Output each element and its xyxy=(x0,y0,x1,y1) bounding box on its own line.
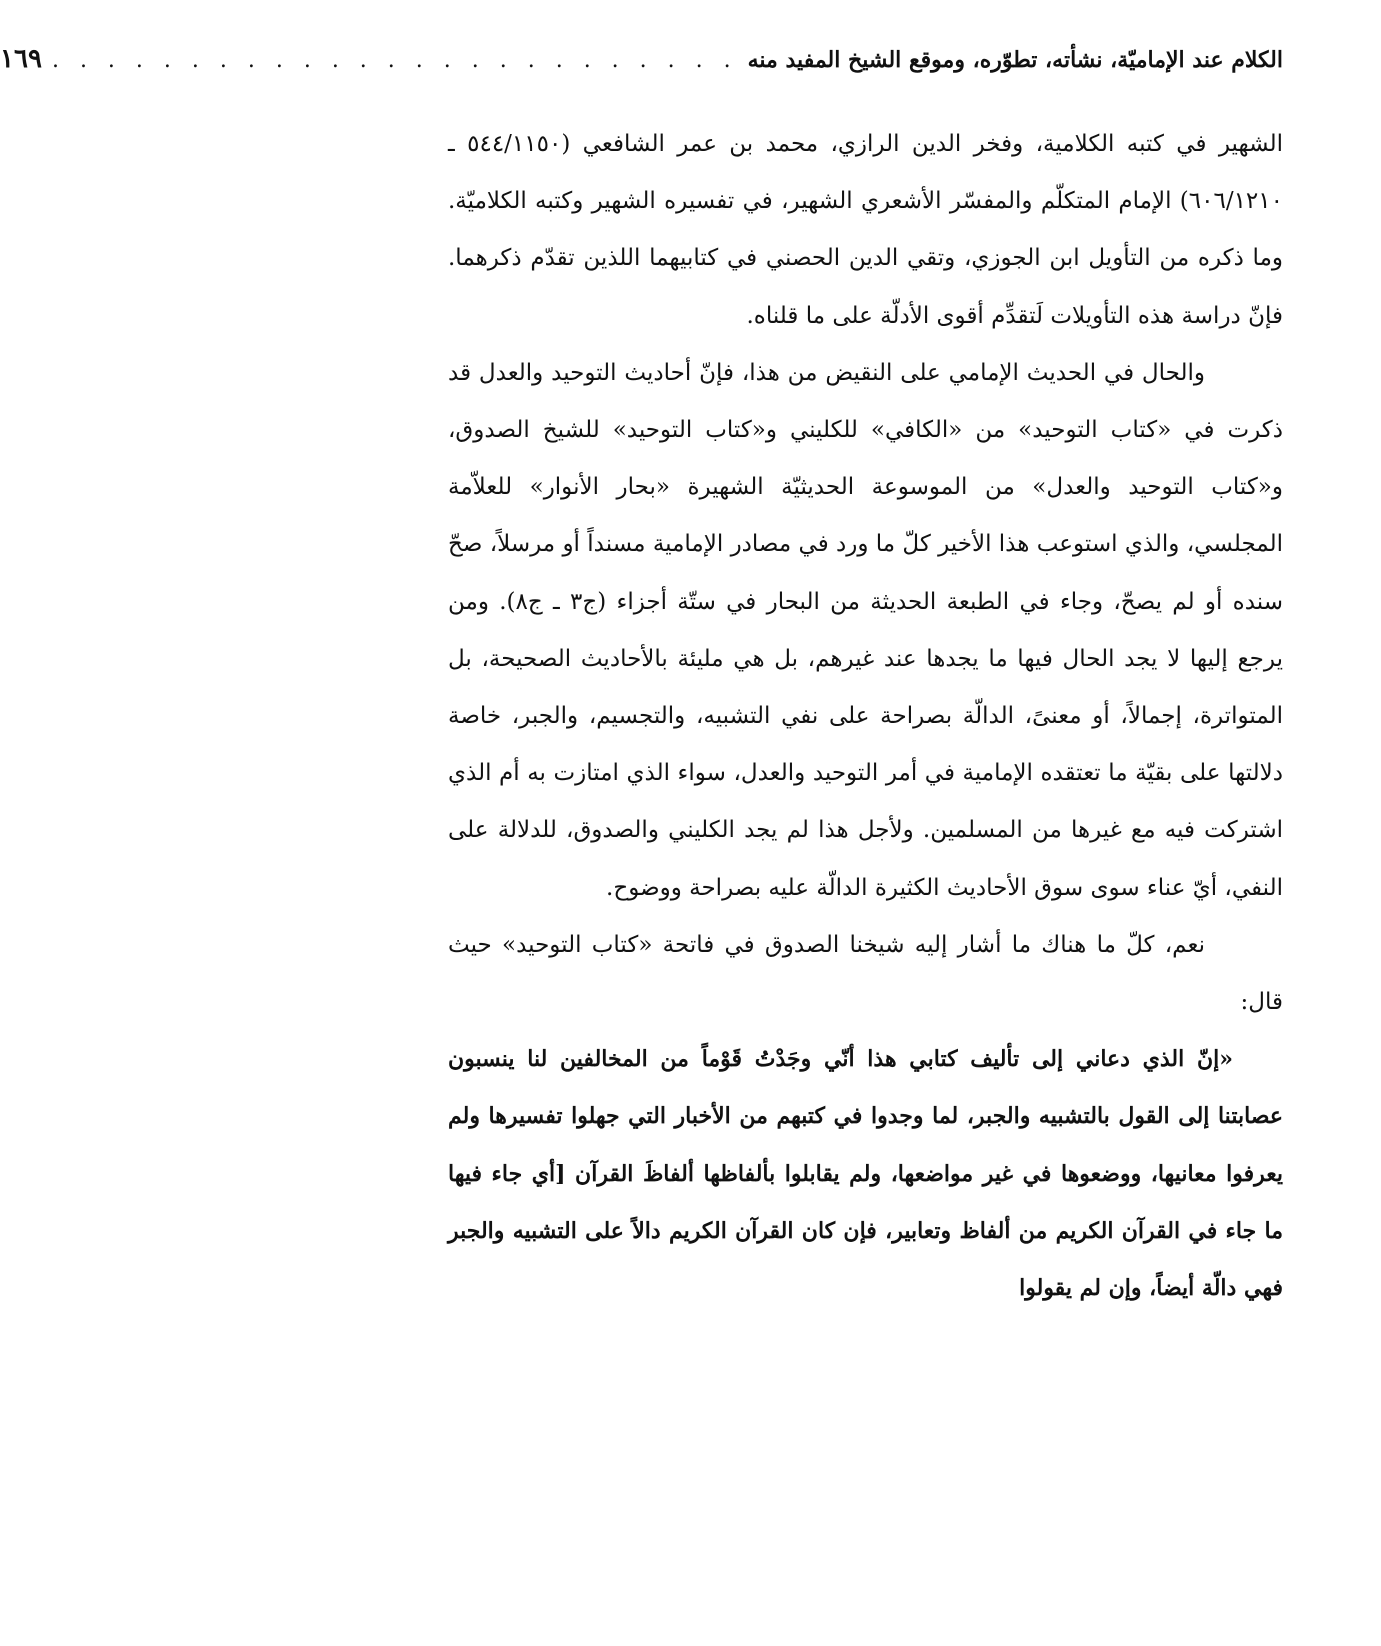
page-number: ١٦٩ xyxy=(0,44,42,74)
header-title: الكلام عند الإماميّة، نشأته، تطوّره، وموقع الشيخ المفيد منه xyxy=(747,47,1283,73)
paragraph-hadith-comparison: والحال في الحديث الإمامي على النقيض من هذا، فإنّ أحاديث التوحيد والعدل قد ذكرت في «كتاب التوحيد» من «الكافي» للكليني و«كتاب التوحيد» للشيخ الصدوق، و«كتاب التوحيد والعدل» من الموسوعة الحديثيّة الشهيرة «بحار الأنوار» للعلاّمة المجلسي، والذي استوعب هذا الأخير كلّ ما ورد في مصادر الإمامية مسنداً أو مرسلاً، صحّ سنده أو لم يصحّ، وجاء في الطبعة الحديثة من البحار في ستّة أجزاء (ج٣ ـ ج٨). ومن يرجع إليها لا يجد الحال فيها ما يجدها عند غيرهم، بل هي مليئة بالأحاديث الصحيحة، بل المتواترة، إجمالاً، أو معنىً، الدالّة بصراحة على نفي التشبيه، والتجسيم، والجبر، خاصة دلالتها على بقيّة ما تعتقده الإمامية في أمر التوحيد والعدل، سواء الذي امتازت به أم الذي اشتركت فيه مع غيرها من المسلمين. ولأجل هذا لم يجد الكليني والصدوق، للدلالة على النفي، أيّ عناء سوى سوق الأحاديث الكثيرة الدالّة عليه بصراحة ووضوح. xyxy=(448,359,1284,901)
paragraph-continuation: الشهير في كتبه الكلامية، وفخر الدين الرازي، محمد بن عمر الشافعي (٥٤٤/١١٥٠ ـ ٦٠٦/١٢١٠) الإمام المتكلّم والمفسّر الأشعري الشهير، في تفسيره الشهير وكتبه الكلاميّة. وما ذكره من التأويل ابن الجوزي، وتقي الدين الحصني في كتابيهما اللذين تقدّم ذكرهما. فإنّ دراسة هذه التأويلات لَتقدِّم أقوى الأدلّة على ما قلناه. xyxy=(448,131,1283,329)
paragraph-saduq-quote: «إنّ الذي دعاني إلى تأليف كتابي هذا أنّي وجَدْتُ قَوْماً من المخالفين لنا ينسبون عصابتنا إلى القول بالتشبيه والجبر، لما وجدوا في كتبهم من الأخبار التي جهلوا تفسيرها ولم يعرفوا معانيها، ووضعوها في غير مواضعها، ولم يقابلوا بألفاظها ألفاظَ القرآن [أي جاء فيها ما جاء في القرآن الكريم من ألفاظ وتعابير، فإن كان القرآن الكريم دالاً على التشبيه والجبر فهي دالّة أيضاً، وإن لم يقولوا xyxy=(448,1046,1283,1302)
paragraph-saduq-intro: نعم، كلّ ما هناك ما أشار إليه شيخنا الصدوق في فاتحة «كتاب التوحيد» حيث قال: xyxy=(448,931,1283,1016)
body-text xyxy=(448,116,1283,1317)
header-leader-dots: . . . . . . . . . . . . . . . . . . . . . . . . . xyxy=(51,48,738,73)
running-header xyxy=(0,44,1283,84)
